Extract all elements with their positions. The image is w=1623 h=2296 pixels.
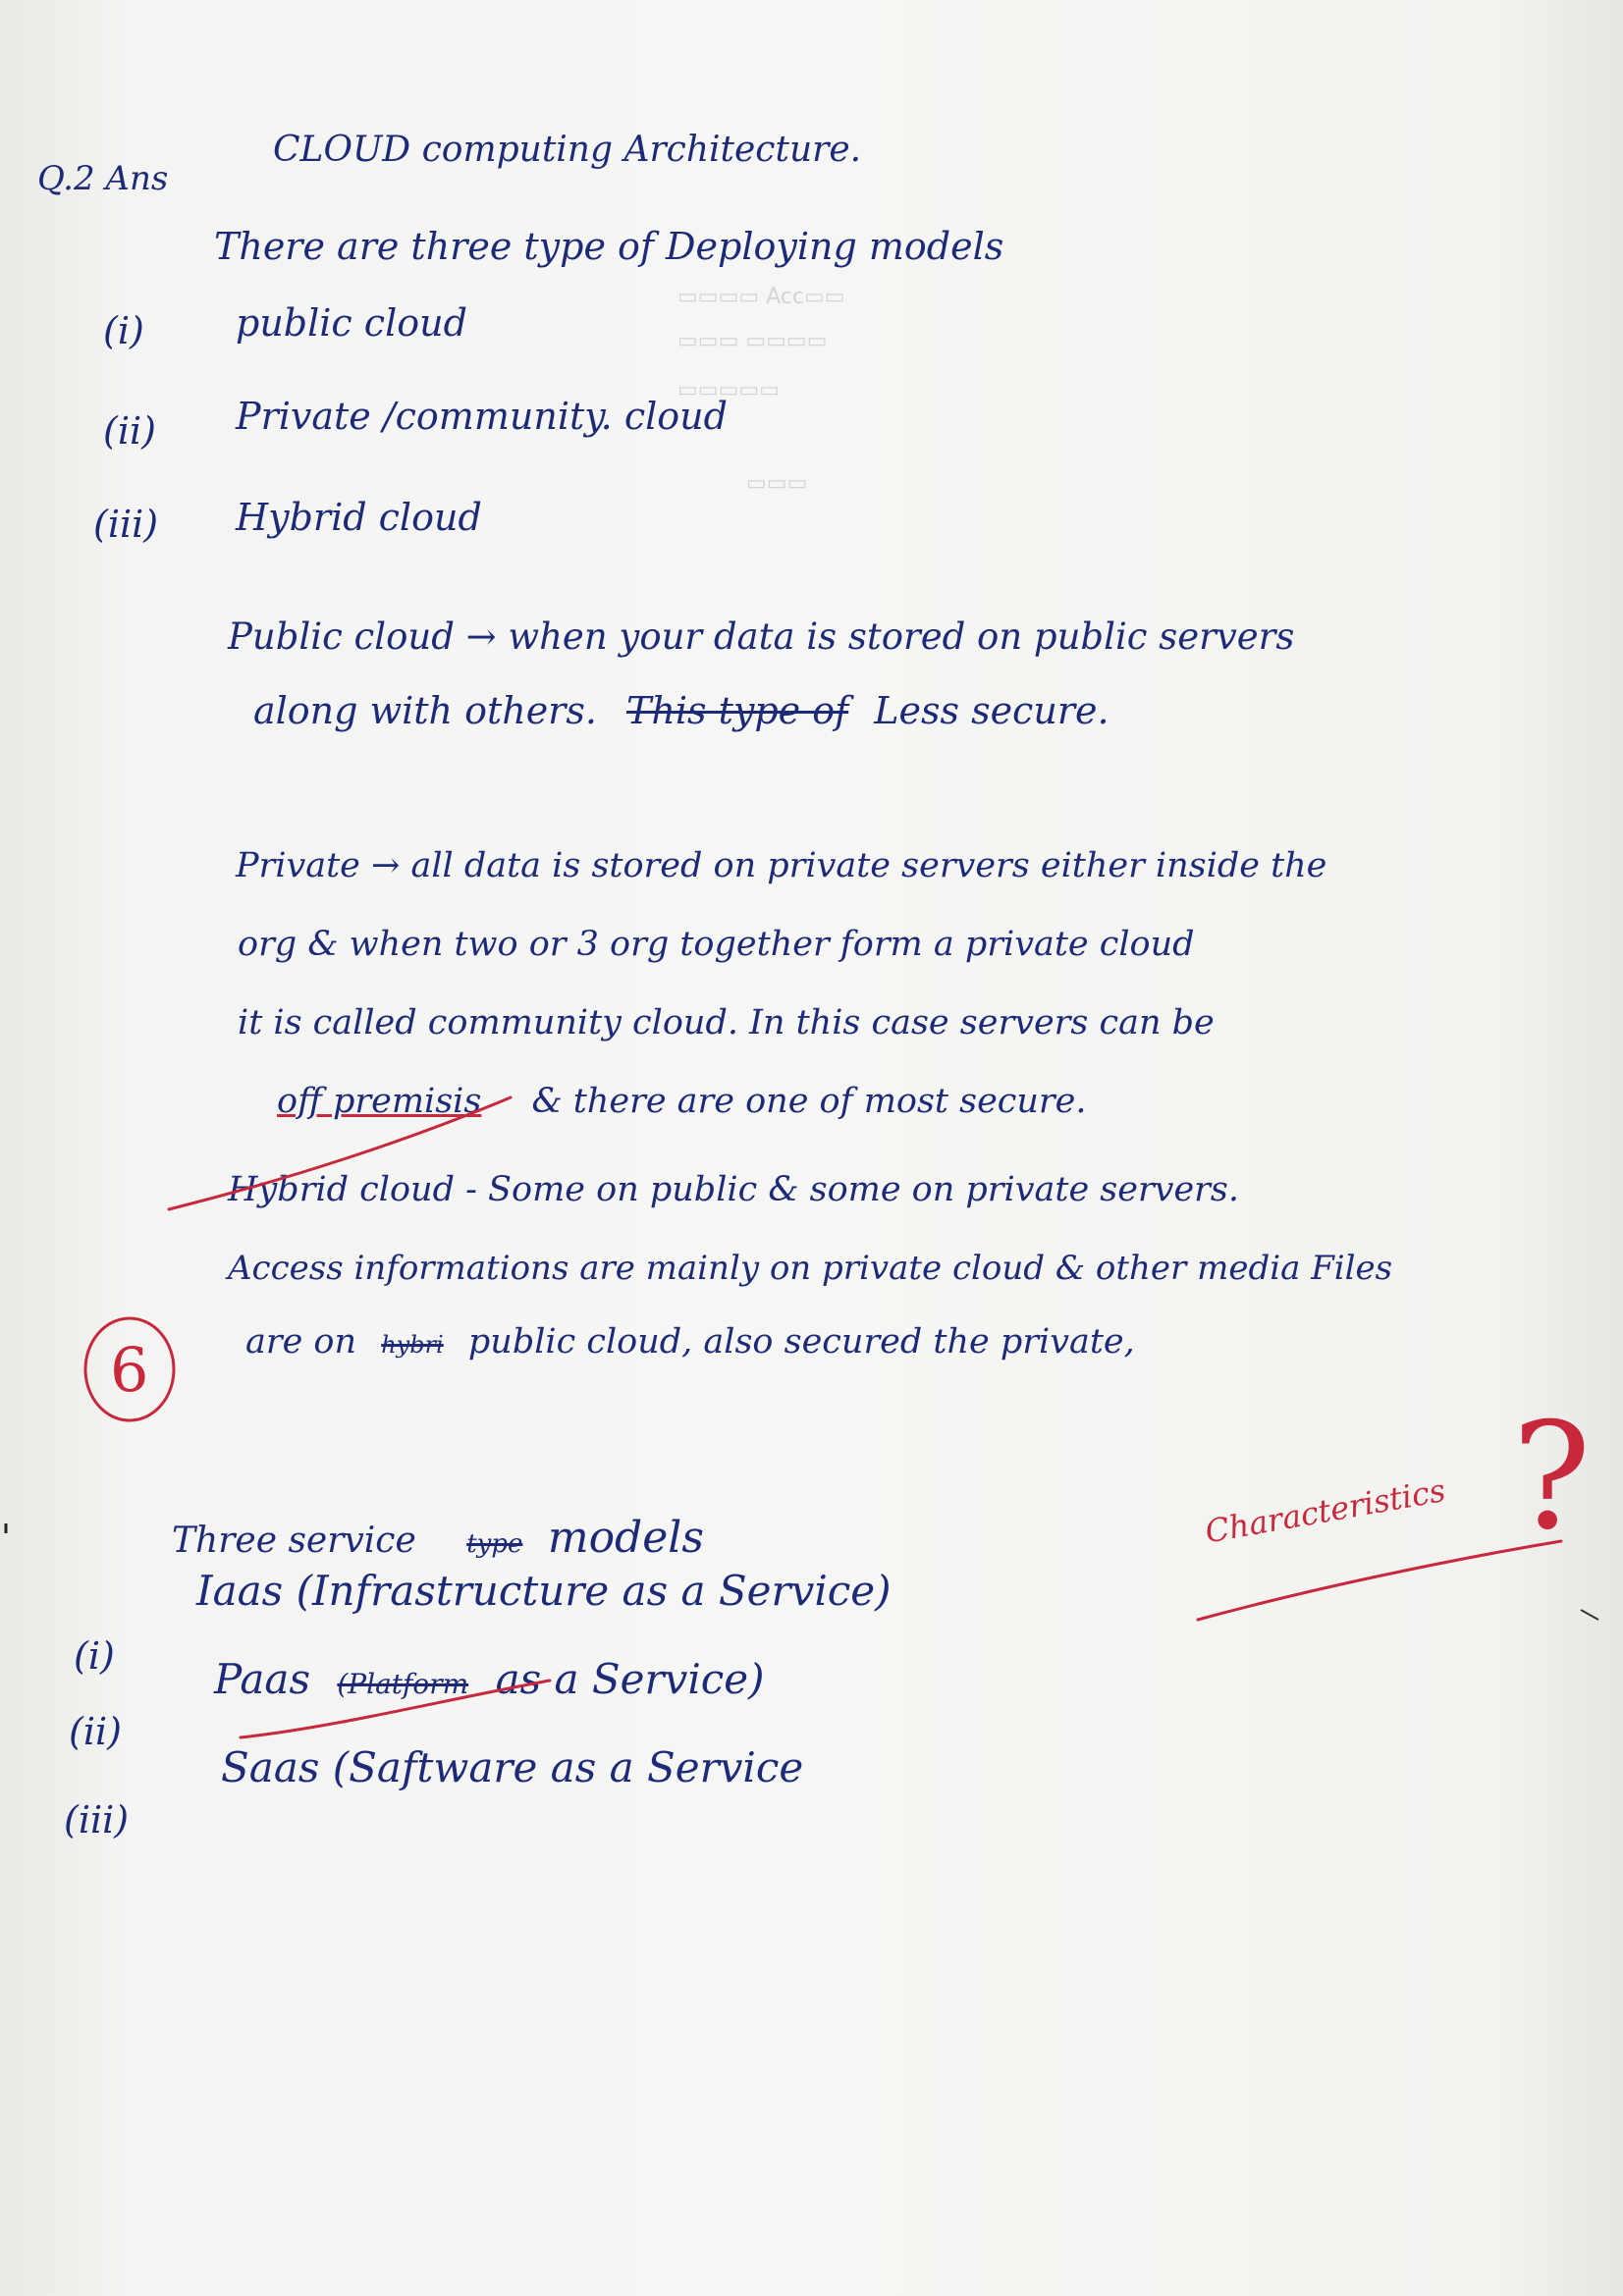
deploy-item-2-text: Private /community. cloud — [236, 395, 728, 438]
hybrid-line-2: Access informations are mainly on private cloud & other media Files — [228, 1249, 1393, 1288]
grade-mark: 6 — [110, 1334, 149, 1406]
private-line-3: it is called community cloud. In this case servers can be — [238, 1003, 1215, 1042]
public-line-1: Public cloud → when your data is stored on public servers — [228, 615, 1295, 658]
examiner-question-mark: ? — [1512, 1392, 1592, 1563]
service-item-3-number: (iii) — [64, 1798, 130, 1842]
public-line-2-end: Less secure. — [874, 689, 1109, 732]
public-struck-words: This type of — [626, 689, 849, 732]
hybrid-line-3-end: public cloud, also secured the private, — [467, 1322, 1135, 1362]
service-struck-word: type — [466, 1529, 523, 1559]
deploying-intro: There are three type of Deploying models — [214, 225, 1004, 268]
public-line-2-start: along with others. — [253, 689, 597, 732]
off-premisis-phrase: off premisis — [277, 1082, 482, 1121]
exam-sheet: ▭▭▭▭ Acc▭▭ ▭▭▭ ▭▭▭▭ ▭▭▭▭▭ ▭▭▭ Q.2 Ans CLOUD computing Architecture. There are three type of Deploying models (i) public cloud (ii) Private /community. cloud (iii) Hybrid cloud Public cloud → when your data is stored on public servers along with others. This type of Less secure. Private → all data is stored on private servers either inside the org & when two or 3 org together form a private cloud it is called community cloud. In this case servers can be off premisis & there are one of most secure. Hybrid cloud - Some on public & some on private servers. Access informations are mainly on private cloud & other media Files are on hybri public cloud, also secured the private, 6 Three service type models (i) Iaas (Infrastructure as a Service) (ii) Paas (Platform as a Service) (iii) Saas (Saftware as a Service Characteristics ? — [0, 0, 1623, 2296]
service-item-2-end: as a Service) — [495, 1655, 765, 1703]
service-item-2-start: Paas — [214, 1655, 311, 1703]
hybrid-line-3-start: are on — [245, 1322, 357, 1362]
service-item-2-struck: (Platform — [337, 1668, 469, 1700]
red-underline-stroke — [169, 1097, 511, 1209]
service-item-2-number: (ii) — [69, 1710, 122, 1753]
private-line-2: org & when two or 3 org together form a private cloud — [238, 925, 1195, 964]
deploy-item-1-text: public cloud — [236, 301, 467, 345]
deploy-item-3-text: Hybrid cloud — [236, 496, 482, 539]
service-item-1-text: Iaas (Infrastructure as a Service) — [196, 1567, 892, 1615]
page-title: CLOUD computing Architecture. — [273, 130, 862, 170]
service-item-1-number: (i) — [74, 1634, 115, 1678]
right-margin-tick — [1581, 1610, 1598, 1620]
private-line-1: Private → all data is stored on private servers either inside the — [236, 846, 1327, 885]
examiner-comment: Characteristics — [1202, 1471, 1448, 1551]
red-paas-stroke — [241, 1681, 550, 1737]
deploy-item-3-number: (iii) — [93, 503, 159, 546]
hybrid-struck-word: hybri — [381, 1331, 444, 1359]
red-comment-underline — [1198, 1541, 1561, 1620]
question-number: Q.2 Ans — [37, 159, 169, 198]
service-intro-end: models — [547, 1513, 704, 1563]
service-intro-start: Three service — [172, 1521, 416, 1561]
hybrid-line-1: Hybrid cloud - Some on public & some on private servers. — [228, 1170, 1239, 1209]
deploy-item-2-number: (ii) — [103, 409, 156, 453]
service-item-3-text: Saas (Saftware as a Service — [221, 1743, 804, 1791]
deploy-item-1-number: (i) — [103, 309, 144, 352]
grade-circle — [85, 1318, 174, 1420]
private-line-4-end: & there are one of most secure. — [531, 1082, 1087, 1121]
